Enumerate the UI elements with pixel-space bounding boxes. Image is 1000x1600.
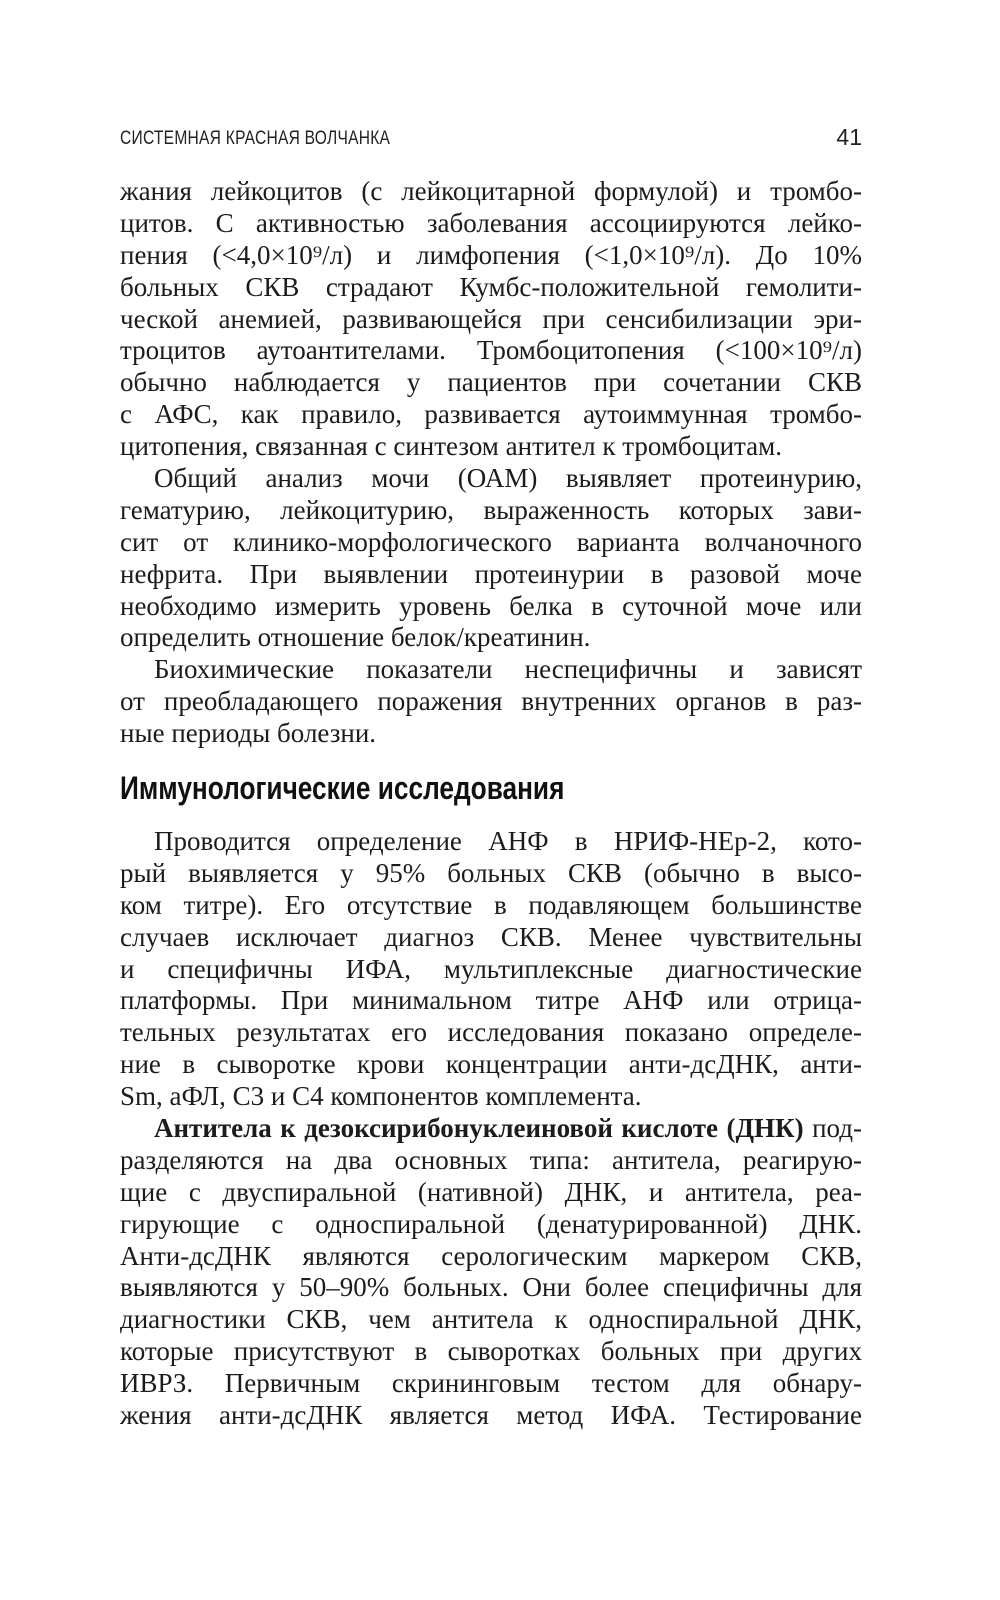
paragraph-line: рый выявляется у 95% больных СКВ (обычно в высо- xyxy=(120,857,862,888)
bold-lead-tail: под- xyxy=(803,1113,862,1144)
paragraph-line: Анти-дсДНК являются серологическим маркером СКВ, xyxy=(120,1240,862,1271)
paragraph-line: Sm, аФЛ, С3 и С4 компонентов комплемента. xyxy=(120,1081,642,1112)
paragraph-line: ИВРЗ. Первичным скрининговым тестом для обнару- xyxy=(120,1368,862,1399)
paragraph-line: больных СКВ страдают Кумбс-положительной гемолити- xyxy=(120,271,862,302)
paragraph-line: нефрита. При выявлении протеинурии в разовой моче xyxy=(120,558,862,589)
section-1-text xyxy=(120,176,862,750)
paragraph-line: жания лейкоцитов (с лейкоцитарной формулой) и тромбо- xyxy=(120,176,862,206)
paragraph-line: которые присутствуют в сыворотках больных при других xyxy=(120,1336,862,1367)
paragraph-line: разделяются на два основных типа: антитела, реагирую- xyxy=(120,1144,862,1175)
paragraph-line: Общий анализ мочи (ОАМ) выявляет протеинурию, xyxy=(154,463,862,494)
paragraph-line: ние в сыворотке крови концентрации анти-дсДНК, анти- xyxy=(120,1049,862,1080)
paragraph-line: пения (<4,0×10⁹/л) и лимфопения (<1,0×10⁹/л). До 10% xyxy=(120,239,862,270)
paragraph-line: необходимо измерить уровень белка в суточной моче или xyxy=(120,590,862,621)
paragraph-line: диагностики СКВ, чем антитела к односпиральной ДНК, xyxy=(120,1304,862,1335)
paragraph-line: платформы. При минимальном титре АНФ или отрица- xyxy=(120,985,862,1016)
paragraph-line: жения анти-дсДНК является метод ИФА. Тестирование xyxy=(120,1400,862,1431)
paragraph-line: щие с двуспиральной (нативной) ДНК, и антитела, реа- xyxy=(120,1176,862,1207)
bold-lead-term: Антитела к дезоксирибонуклеиновой кислоте (ДНК) xyxy=(154,1113,804,1144)
section-heading: Иммунологические исследования xyxy=(120,770,565,806)
paragraph-line: гематурию, лейкоцитурию, выраженность которых зави- xyxy=(120,494,862,525)
paragraph-line: и специфичны ИФА, мультиплексные диагностические xyxy=(120,953,862,984)
paragraph-line: от преобладающего поражения внутренних органов в раз- xyxy=(120,686,862,717)
paragraph-line: троцитов аутоантителами. Тромбоцитопения (<100×10⁹/л) xyxy=(120,335,862,366)
paragraph-line: Биохимические показатели неспецифичны и зависят xyxy=(154,654,862,685)
paragraph-line: случаев исключает диагноз СКВ. Менее чувствительны xyxy=(120,921,862,952)
paragraph-line: с АФС, как правило, развивается аутоиммунная тромбо- xyxy=(120,399,862,430)
paragraph-line: выявляются у 50–90% больных. Они более специфичны для xyxy=(120,1272,862,1303)
paragraph-line: сит от клинико-морфологического варианта волчаночного xyxy=(120,526,862,557)
running-title: СИСТЕМНАЯ КРАСНАЯ ВОЛЧАНКА xyxy=(120,128,391,149)
paragraph-line: цитов. С активностью заболевания ассоциируются лейко- xyxy=(120,207,862,238)
paragraph-line: ческой анемией, развивающейся при сенсибилизации эри- xyxy=(120,303,862,334)
paragraph-line: обычно наблюдается у пациентов при сочетании СКВ xyxy=(120,367,862,398)
section-2-text xyxy=(120,826,862,1432)
paragraph-line: Проводится определение АНФ в НРИФ-НЕр-2, кото- xyxy=(154,826,862,856)
paragraph-line: определить отношение белок/креатинин. xyxy=(120,622,591,653)
paragraph-line: цитопения, связанная с синтезом антител к тромбоцитам. xyxy=(120,431,782,462)
paragraph-line: гирующие с односпиральной (денатурированной) ДНК. xyxy=(120,1208,862,1239)
page-number: 41 xyxy=(836,124,862,150)
paragraph-line: ком титре). Его отсутствие в подавляющем большинстве xyxy=(120,889,862,920)
paragraph-line: тельных результатах его исследования показано определе- xyxy=(120,1017,862,1048)
paragraph-line: ные периоды болезни. xyxy=(120,718,377,749)
paragraph-line xyxy=(120,1113,862,1145)
